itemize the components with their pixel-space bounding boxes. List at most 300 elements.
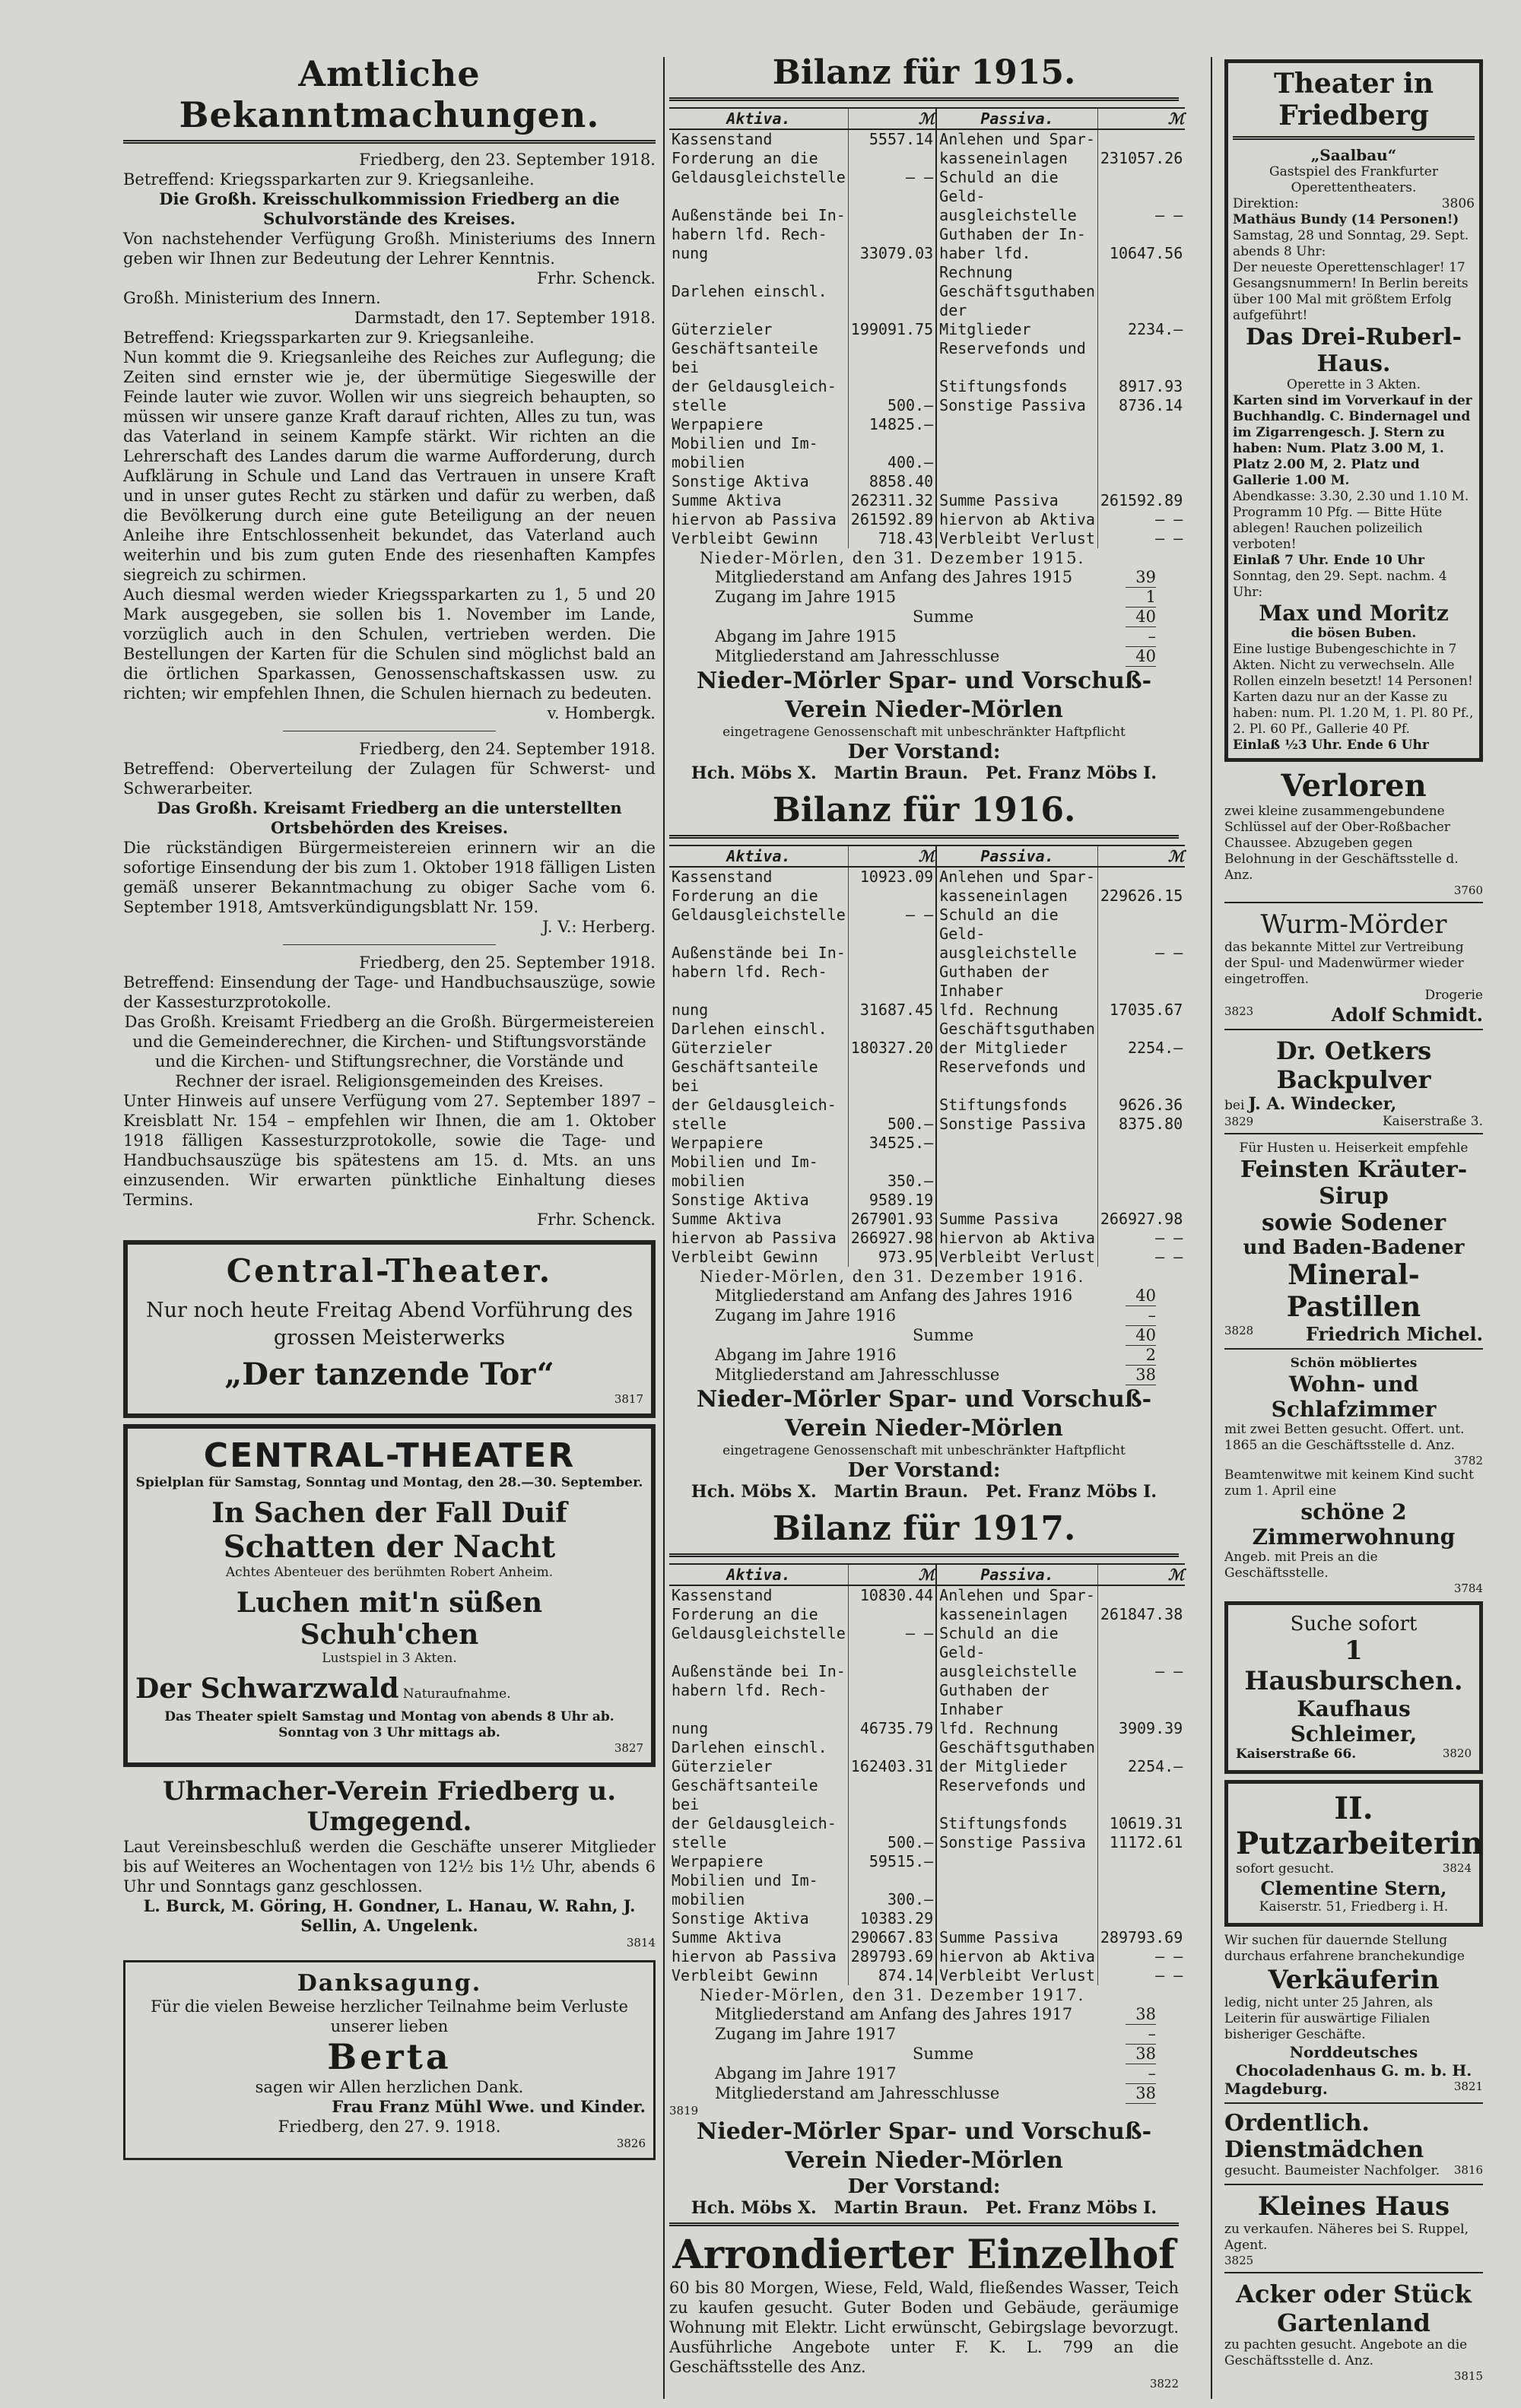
table-cell: Geschäftsanteile bei (672, 1776, 818, 1813)
film-title: Schuh'chen (300, 1619, 479, 1651)
table-cell: Geschäftsanteile bei (672, 1058, 818, 1095)
ad-text: zwei kleine zusammengebundene Schlüssel auf der Ober-Roßbacher Chaussee. Abzugeben gegen Belohnung in der Geschäftsstelle d. Anz. (1224, 804, 1459, 883)
table-cell: 718.43 (848, 529, 936, 548)
member-row (913, 608, 1156, 627)
table-row (669, 1134, 1185, 1153)
ad-text: zu pachten gesucht. Angebote an die Geschäftsstelle d. Anz. (1224, 2337, 1468, 2368)
table-cell: 350.– (848, 1172, 936, 1191)
column-header: ℳ (1097, 108, 1185, 129)
ad-text: Eine lustige Bubengeschichte in 7 Akten. Nicht zu verwechseln. Alle Rollen einzeln besetzt! 14 Personen! (1233, 642, 1473, 689)
table-cell: Verbleibt Verlust (936, 1248, 1097, 1267)
table-row (669, 1153, 1185, 1172)
association-name: Nieder-Mörler Spar- und Vorschuß-Verein Nieder-Mörlen (696, 668, 1152, 723)
divider (669, 835, 1179, 839)
ad-acker (1224, 2280, 1483, 2383)
ad-addr: Kaiserstr. 51, Friedberg i. H. (1259, 1899, 1449, 1915)
member-row (715, 1346, 1156, 1366)
member-row (715, 647, 1156, 667)
table-cell: 2254.– (1097, 1039, 1185, 1058)
table-cell (936, 453, 1097, 472)
table-cell (1097, 1020, 1185, 1039)
table-cell: 5557.14 (848, 129, 936, 149)
table-cell: 266927.98 (1097, 1210, 1185, 1229)
table-cell: Güterzieler (672, 320, 773, 338)
board-label: Der Vorstand: (847, 741, 1001, 763)
dates: Sonntag, den 29. Sept. nachm. 4 Uhr: (1233, 569, 1447, 600)
divider (1224, 2272, 1483, 2273)
member-label: Summe (913, 2045, 974, 2063)
table-cell: Werpapiere (672, 1134, 764, 1152)
table-cell: Guthaben der Inhaber (936, 1681, 1097, 1719)
table-cell (1097, 472, 1185, 491)
table-cell (848, 944, 936, 963)
table-row (669, 339, 1185, 377)
table-cell: nung (672, 1001, 709, 1019)
ad-hausbursche (1224, 1601, 1483, 1774)
table-cell (1097, 1172, 1185, 1191)
table-cell: 10383.29 (848, 1909, 936, 1928)
table-row (669, 1172, 1185, 1191)
ad-number: 3816 (1453, 2163, 1483, 2177)
table-cell: 8375.80 (1097, 1115, 1185, 1134)
table-cell: Verbleibt Gewinn (672, 1248, 818, 1266)
table-cell: 9626.36 (1097, 1096, 1185, 1115)
table-row (669, 1039, 1185, 1058)
table-cell: Sonstige Passiva (936, 396, 1097, 415)
balance-1915 (669, 53, 1185, 783)
ad-text: Einlaß 7 Uhr. Ende 10 Uhr (1233, 553, 1424, 568)
table-cell: Summe Aktiva (672, 491, 782, 509)
table-cell: Summe Aktiva (672, 1210, 782, 1228)
table-row (669, 168, 1185, 206)
ad-text: das bekannte Mittel zur Vertreibung der Spul- und Madenwürmer wieder eingetroffen. (1224, 940, 1464, 987)
table-row (669, 1662, 1185, 1681)
table-cell: lfd. Rechnung (936, 1001, 1097, 1020)
column-header: Aktiva. (669, 108, 848, 129)
table-cell: Mobilien und Im- (672, 434, 818, 452)
table-cell (848, 1153, 936, 1172)
member-row (715, 1286, 1156, 1306)
table-cell: 31687.45 (848, 1001, 936, 1020)
film-desc: Lustspiel in 3 Akten. (322, 1651, 457, 1666)
table-cell: 199091.75 (848, 320, 936, 339)
table-cell: ausgleichstelle (936, 944, 1097, 963)
ad-verloren (1224, 768, 1483, 897)
table-cell: 2234.– (1097, 320, 1185, 339)
ad-date: Friedberg, den 27. 9. 1918. (278, 2118, 501, 2136)
table-cell: stelle (672, 1833, 727, 1851)
table-row (669, 1814, 1185, 1833)
table-cell: 10619.31 (1097, 1814, 1185, 1833)
subject: Betreffend: Oberverteilung der Zulagen für Schwerst- und Schwerarbeiter. (123, 760, 656, 798)
dates: Samstag, 28 und Sonntag, 29. Sept. abends 8 Uhr: (1233, 228, 1469, 259)
table-row (669, 1248, 1185, 1267)
ad-title: Dr. Oetkers Backpulver (1275, 1036, 1432, 1094)
table-cell: ausgleichstelle (936, 206, 1097, 225)
ad-firm: J. A. Windecker, (1248, 1094, 1397, 1114)
table-row (669, 320, 1185, 339)
table-cell (936, 1191, 1097, 1210)
table-cell: Geldausgleichstelle (672, 1624, 846, 1642)
table-cell: Geschäftsanteile bei (672, 339, 818, 376)
ad-title: II. Putzarbeiterin (1236, 1791, 1484, 1861)
table-cell (848, 339, 936, 377)
table-row (669, 149, 1185, 168)
table-row (669, 1115, 1185, 1134)
table-cell: stelle (672, 396, 727, 414)
product: sowie Sodener (1261, 1210, 1446, 1236)
table-cell: der Mitglieder (936, 1757, 1097, 1776)
ad-text: Suche sofort (1290, 1613, 1418, 1635)
ad-kleines-haus (1224, 2191, 1483, 2267)
table-cell: Geschäftsguthaben (936, 1738, 1097, 1757)
table-cell: 11172.61 (1097, 1833, 1185, 1852)
table-cell: 17035.67 (1097, 1001, 1185, 1020)
table-cell: 267901.93 (848, 1210, 936, 1229)
table-cell (1097, 867, 1185, 887)
play-title: Das Drei-Ruberl-Haus. (1245, 324, 1462, 377)
ad-text: Laut Vereinsbeschluß werden die Geschäfte unserer Mitglieder bis auf Weiteres an Wochentagen von 12½ bis 1½ Uhr, abends 6 Uhr und Sonntags ganz geschlossen. (123, 1838, 656, 1896)
column-middle (669, 53, 1185, 2391)
table-cell: Reservefonds und (936, 1776, 1097, 1814)
table-cell: 162403.31 (848, 1757, 936, 1776)
balance-date: Nieder-Mörlen, den 31. Dezember 1917. (700, 1986, 1085, 2004)
table-cell (848, 377, 936, 396)
ad-danksagung (123, 1960, 656, 2160)
notice-body: Die rückständigen Bürgermeistereien erinnern wir an die sofortige Einsendung der bis zum 1. Oktober 1918 fälligen Listen gemäß unserer Bekanntmachung zu obiger Sache vom 6. September 1918, Amtsverkündigungsblatt Nr. 159. (123, 839, 656, 916)
member-row (715, 588, 1156, 608)
balance-table (669, 1563, 1185, 1985)
balance-1917 (669, 1509, 1185, 2218)
table-row (669, 225, 1185, 244)
table-cell: habern lfd. Rech- (672, 963, 827, 981)
table-cell: Darlehen einschl. (672, 1020, 827, 1038)
table-cell: – – (1097, 529, 1185, 548)
ad-number: 3815 (1453, 2369, 1483, 2383)
ad-uhrmacher (123, 1776, 656, 1950)
member-label: Abgang im Jahre 1917 (715, 2064, 897, 2083)
table-cell: Kassenstand (672, 1586, 773, 1604)
table-cell: 8917.93 (1097, 377, 1185, 396)
table-cell: hiervon ab Passiva (672, 510, 837, 528)
table-cell (1097, 1890, 1185, 1909)
ad-text: Für Husten u. Heiserkeit empfehle (1239, 1141, 1469, 1156)
table-cell: 46735.79 (848, 1719, 936, 1738)
table-cell (1097, 1624, 1185, 1662)
table-cell (848, 1738, 936, 1757)
ad-title: 1 Hausburschen. (1244, 1635, 1463, 1696)
member-value: 40 (1126, 1326, 1156, 1346)
table-cell: Sonstige Passiva (936, 1833, 1097, 1852)
product: Mineral-Pastillen (1286, 1259, 1421, 1323)
table-cell (848, 963, 936, 1001)
ad-text: Einlaß ½3 Uhr. Ende 6 Uhr (1233, 738, 1429, 753)
table-cell: Verbleibt Gewinn (672, 1966, 818, 1984)
table-cell (848, 149, 936, 168)
table-row (669, 491, 1185, 510)
film-title: Luchen mit'n süßen (236, 1587, 543, 1619)
divider (669, 2222, 1179, 2226)
balance-table (669, 845, 1185, 1267)
table-row (669, 963, 1185, 1001)
ad-text: ledig, nicht unter 25 Jahren, als Leiterin für auswärtige Filialen bisheriger Geschäfte. (1224, 1995, 1434, 2042)
table-cell: Anlehen und Spar- (936, 1585, 1097, 1605)
ad-text: gesucht. Baumeister Nachfolger. (1224, 2163, 1440, 2178)
table-cell: der Geldausgleich- (672, 1096, 837, 1114)
ad-husten (1224, 1141, 1483, 1345)
table-cell (848, 1776, 936, 1814)
member-label: Abgang im Jahre 1915 (715, 627, 897, 646)
film-title: Schatten der Nacht (223, 1529, 556, 1565)
member-row (913, 2045, 1156, 2064)
table-row (669, 282, 1185, 320)
table-cell: Werpapiere (672, 1852, 764, 1870)
ad-number: 3823 (1224, 1004, 1254, 1018)
table-cell: Guthaben der In- (936, 225, 1097, 244)
member-label: Summe (913, 1326, 974, 1344)
table-row (669, 1681, 1185, 1719)
balance-table (669, 107, 1185, 548)
venue: „Saalbau“ (1310, 146, 1397, 164)
table-cell: 266927.98 (848, 1229, 936, 1248)
divider (1233, 136, 1475, 140)
ad-zimmer (1224, 1356, 1483, 1467)
table-cell: – – (1097, 1229, 1185, 1248)
ad-text: Karten sind im Vorverkauf in der Buchhandlg. C. Bindernagel und im Zigarrengesch. J. Stern zu haben: Num. Platz 3.00 M, 1. Platz 2.00 M, 2. Platz und Gallerie 1.00 M. (1233, 393, 1472, 488)
table-cell: Sonstige Passiva (936, 1115, 1097, 1134)
member-label: Abgang im Jahre 1916 (715, 1346, 897, 1364)
table-cell: – – (1097, 206, 1185, 225)
table-cell: kasseneinlagen (936, 887, 1097, 906)
member-row (715, 1366, 1156, 1385)
table-cell (1097, 1134, 1185, 1153)
table-cell: haber lfd. Rechnung (936, 244, 1097, 282)
table-cell: Güterzieler (672, 1757, 773, 1775)
column-header: Passiva. (936, 108, 1097, 129)
ad-text: sagen wir Allen herzlichen Dank. (255, 2078, 524, 2096)
table-cell: 10647.56 (1097, 244, 1185, 282)
board-label: Der Vorstand: (847, 1459, 1001, 1482)
table-cell: Stiftungsfonds (936, 1096, 1097, 1115)
table-cell (1097, 434, 1185, 453)
table-row (669, 1833, 1185, 1852)
table-cell (848, 1814, 936, 1833)
table-row (669, 396, 1185, 415)
table-cell: Außenstände bei In- (672, 944, 846, 962)
table-row (669, 1020, 1185, 1039)
ad-title: Danksagung. (297, 1970, 482, 1997)
table-cell (848, 1605, 936, 1624)
member-value: 38 (1126, 2045, 1156, 2064)
table-row (669, 1947, 1185, 1966)
table-cell: 289793.69 (848, 1947, 936, 1966)
table-cell: 300.– (848, 1890, 936, 1909)
table-row (669, 1871, 1185, 1890)
ad-text: bei (1224, 1098, 1245, 1113)
ad-title: Verkäuferin (1268, 1965, 1440, 1995)
table-row (669, 1719, 1185, 1738)
divider (1224, 1029, 1483, 1030)
ad-number: 3821 (1453, 2080, 1483, 2093)
director-label: Direktion: (1233, 196, 1299, 211)
table-cell: 9589.19 (848, 1191, 936, 1210)
table-cell (936, 1172, 1097, 1191)
ad-text: Gastspiel des Frankfurter Operettentheaters. (1269, 164, 1438, 195)
table-cell (1097, 415, 1185, 434)
ad-title: Central-Theater. (226, 1252, 553, 1290)
table-cell: habern lfd. Rech- (672, 1681, 827, 1699)
member-value: 38 (1126, 1366, 1156, 1385)
ad-central-theater-1 (123, 1240, 656, 1418)
table-cell (1097, 339, 1185, 377)
divider (669, 1553, 1179, 1557)
notice-body: Auch diesmal werden wieder Kriegssparkarten zu 1, 5 und 20 Mark ausgegeben, sie sollen bis 1. November im Lande, vorzüglich auch in den Schulen, vertrieben werden. Die Bestellungen der Karten für die Schulen sind möglichst bald an die örtlichen Sparkassen, Genossenschaftskassen usw. zu richten; wir empfehlen Ihnen, die Schulen hiernach zu bedeuten. (123, 585, 656, 703)
table-cell: 10830.44 (848, 1585, 936, 1605)
ad-firm: Kaufhaus Schleimer, (1290, 1696, 1418, 1747)
ad-title: Acker oder Stück Gartenland (1236, 2280, 1472, 2337)
table-cell: – – (1097, 944, 1185, 963)
table-cell: – – (1097, 1966, 1185, 1985)
signature: Frhr. Schenck. (536, 1210, 656, 1229)
table-row (669, 1096, 1185, 1115)
table-cell: Kassenstand (672, 868, 773, 886)
ad-text: Drogerie (1424, 988, 1483, 1003)
member-label: Mitgliederstand am Jahresschlusse (715, 2084, 1000, 2102)
table-cell: der Mitglieder (936, 1039, 1097, 1058)
table-cell: Schuld an die Geld- (936, 168, 1097, 206)
balance-title: Bilanz für 1917. (772, 1509, 1076, 1548)
table-cell: Verbleibt Verlust (936, 1966, 1097, 1985)
member-label: Mitgliederstand am Anfang des Jahres 1916 (715, 1286, 1073, 1305)
board-names: Hch. Möbs X. Martin Braun. Pet. Franz Möbs I. (691, 763, 1157, 783)
column-header: Aktiva. (669, 1564, 848, 1585)
dateline: Friedberg, den 25. September 1918. (359, 953, 656, 972)
table-cell: 8736.14 (1097, 396, 1185, 415)
table-row (669, 472, 1185, 491)
ad-theater-friedberg (1224, 59, 1483, 762)
table-cell: Geschäftsguthaben der (936, 282, 1097, 320)
table-cell (1097, 453, 1185, 472)
column-header: ℳ (848, 845, 936, 867)
ad-title: schöne 2 Zimmerwohnung (1252, 1499, 1456, 1550)
table-cell: Mobilien und Im- (672, 1153, 818, 1171)
member-value: 1 (1126, 588, 1156, 608)
table-cell (848, 434, 936, 453)
table-cell: 2254.– (1097, 1757, 1185, 1776)
table-row (669, 1210, 1185, 1229)
member-value: – (1126, 2025, 1156, 2045)
table-cell: ausgleichstelle (936, 1662, 1097, 1681)
table-cell (1097, 1871, 1185, 1890)
divider (123, 140, 656, 144)
table-cell: Geldausgleichstelle (672, 168, 846, 186)
ad-title: Wurm-Mörder (1260, 909, 1447, 940)
column-right (1224, 53, 1483, 2383)
table-cell (848, 1662, 936, 1681)
table-cell: 229626.15 (1097, 887, 1185, 906)
ad-firm: Norddeutsches Chocoladenhaus G. m. b. H. (1235, 2043, 1472, 2080)
member-row (715, 2064, 1156, 2084)
board-names: Hch. Möbs X. Martin Braun. Pet. Franz Möbs I. (691, 1482, 1157, 1502)
film-desc: Naturaufnahme. (402, 1686, 511, 1702)
table-cell: 289793.69 (1097, 1928, 1185, 1947)
authority: Die Großh. Kreisschulkommission Friedberg an die Schulvorstände des Kreises. (159, 189, 620, 228)
ad-text: Programm 10 Pfg. — Bitte Hüte ablegen! Rauchen polizeilich verboten! (1233, 505, 1443, 552)
balance-title: Bilanz für 1916. (772, 791, 1076, 830)
ad-number: 3782 (1453, 1454, 1483, 1467)
table-cell: – – (848, 906, 936, 944)
ad-names: L. Burck, M. Göring, H. Gondner, L. Hanau, W. Rahn, J. Sellin, A. Ungelenk. (143, 1896, 636, 1935)
ad-title: Verloren (1281, 768, 1427, 804)
balance-date: Nieder-Mörlen, den 31. Dezember 1916. (700, 1267, 1085, 1286)
ad-number: 3784 (1453, 1582, 1483, 1595)
table-cell (848, 1681, 936, 1719)
member-value: 40 (1126, 647, 1156, 667)
table-row (669, 206, 1185, 225)
table-cell (848, 887, 936, 906)
table-cell: Forderung an die (672, 887, 818, 905)
table-cell: 290667.83 (848, 1928, 936, 1947)
dateline: Friedberg, den 24. September 1918. (359, 740, 656, 758)
column-header: ℳ (1097, 1564, 1185, 1585)
ad-title: Wohn- und Schlafzimmer (1271, 1372, 1437, 1422)
ad-witwe (1224, 1467, 1483, 1595)
member-label: Zugang im Jahre 1917 (715, 2025, 897, 2043)
ad-number: 3827 (614, 1741, 643, 1755)
table-cell: 500.– (848, 1833, 936, 1852)
divider (1224, 1348, 1483, 1350)
table-cell (1097, 963, 1185, 1001)
table-cell: 33079.03 (848, 244, 936, 282)
ad-text: sofort gesucht. (1236, 1861, 1335, 1877)
table-cell: Außenstände bei In- (672, 1662, 846, 1680)
play-sub: die bösen Buben. (1291, 626, 1417, 641)
table-cell (1097, 168, 1185, 206)
notice-body: Unter Hinweis auf unsere Verfügung vom 27. September 1897 – Kreisblatt Nr. 154 – empfehlen wir Ihnen, die am 1. Oktober 1918 fälligen Kassesturzprotokolle, sowie die Tage- und Handbuchsauszüge bis spätestens am 15. d. Mts. an uns einzusenden. Wir erwarten pünktliche Einhaltung dieses Termins. (123, 1092, 656, 1209)
table-cell: der Geldausgleich- (672, 1814, 837, 1832)
member-row (715, 627, 1156, 647)
ad-title: CENTRAL-THEATER (203, 1436, 576, 1475)
table-row (669, 1966, 1185, 1985)
table-cell: Schuld an die Geld- (936, 906, 1097, 944)
column-rule (1211, 57, 1212, 2399)
ad-number: 3817 (614, 1392, 643, 1406)
director: Mathäus Bundy (14 Personen!) (1233, 212, 1459, 227)
table-cell: der Geldausgleich- (672, 377, 837, 395)
ad-number: 3824 (1442, 1861, 1472, 1875)
table-row (669, 1928, 1185, 1947)
balance-1916 (669, 791, 1185, 1502)
table-cell (1097, 1776, 1185, 1814)
table-cell (848, 1020, 936, 1039)
table-cell: hiervon ab Passiva (672, 1229, 837, 1247)
divider (1224, 1133, 1483, 1134)
table-cell: hiervon ab Aktiva (936, 1947, 1097, 1966)
ad-firm: Clementine Stern, (1260, 1877, 1447, 1899)
table-cell (848, 1096, 936, 1115)
ad-number: 3760 (1453, 884, 1483, 897)
table-cell: Kassenstand (672, 130, 773, 148)
table-row (669, 1585, 1185, 1605)
ad-oetker (1224, 1036, 1483, 1128)
ad-central-theater-2 (123, 1424, 656, 1767)
table-cell: Summe Passiva (936, 1928, 1097, 1947)
member-label: Zugang im Jahre 1916 (715, 1306, 897, 1325)
table-cell: Geschäftsguthaben (936, 1020, 1097, 1039)
table-cell (1097, 1153, 1185, 1172)
ad-number: 3820 (1442, 1747, 1472, 1760)
table-cell: Mobilien und Im- (672, 1871, 818, 1889)
